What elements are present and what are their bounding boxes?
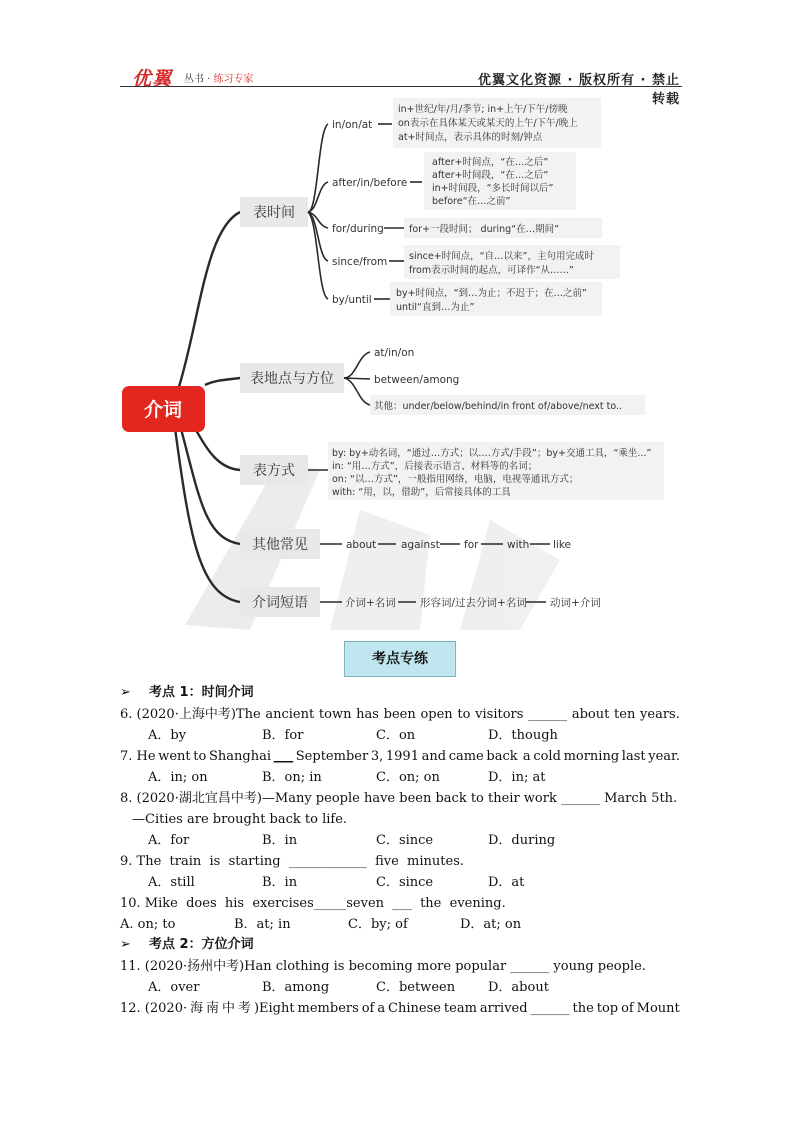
point1-heading <box>120 683 680 703</box>
arrow-icon: ➢ <box>120 937 131 952</box>
branch-label: 介词短语 <box>252 595 308 611</box>
svg-text:with: “用，以，借助”，后常接具体的工具: with: “用，以，借助”，后常接具体的工具 <box>332 487 511 498</box>
option: A．still <box>148 875 195 890</box>
svg-text:with: with <box>507 539 530 551</box>
option: D．at <box>488 875 525 890</box>
svg-text:before“在…之前”: before“在…之前” <box>432 196 511 207</box>
option: B．at; in <box>234 917 291 932</box>
svg-text:about: about <box>346 539 377 551</box>
option: A．in; on <box>148 770 208 785</box>
option: B．in <box>262 875 298 890</box>
svg-text:介词+名词: 介词+名词 <box>345 597 396 609</box>
place-connectors <box>344 352 370 405</box>
svg-text:between/among: between/among <box>374 374 460 386</box>
svg-text:like: like <box>553 539 572 551</box>
series-highlight: 练习专家 <box>213 74 254 85</box>
svg-text:for+一段时间； during“在…期间”: for+一段时间； during“在…期间” <box>409 224 560 235</box>
svg-text:动词+介词: 动词+介词 <box>550 597 601 609</box>
option: A．over <box>148 980 200 995</box>
svg-text:against: against <box>401 539 440 551</box>
svg-text:from表示时间的起点，可译作“从……”: from表示时间的起点，可译作“从……” <box>409 265 574 276</box>
question-9: 9. The train is starting ____________ five minutes. <box>120 854 465 869</box>
branch-label: 表时间 <box>253 205 295 221</box>
point2-heading <box>120 935 680 955</box>
svg-text:at/in/on: at/in/on <box>374 347 415 359</box>
branch-place <box>240 363 344 393</box>
sub-label: by/until <box>332 294 372 306</box>
option: A．for <box>148 833 190 848</box>
mind-map <box>0 90 800 630</box>
branch-manner <box>240 455 308 485</box>
svg-text:since+时间点，“自…以来”，主句用完成时: since+时间点，“自…以来”，主句用完成时 <box>409 251 594 262</box>
option: C．since <box>376 875 434 890</box>
arrow-icon: ➢ <box>120 685 131 700</box>
option: C．on; on <box>376 770 440 785</box>
svg-text:after+时间点，“在…之后”: after+时间点，“在…之后” <box>432 157 549 168</box>
svg-text:by+时间点，“到…为止；不迟于；在…之前”: by+时间点，“到…为止；不迟于；在…之前” <box>396 288 587 299</box>
branch-label: 其他常见 <box>252 537 308 553</box>
svg-text:形容词/过去分词+名词: 形容词/过去分词+名词 <box>420 597 527 609</box>
svg-text:on表示在具体某天或某天的上午/下午/晚上: on表示在具体某天或某天的上午/下午/晚上 <box>398 118 578 129</box>
question-11: 11. (2020·扬州中考)Han clothing is becoming more popular ______ young people. <box>120 959 646 974</box>
question-7: 7. He went to Shanghai ___ September 3, 1991 and came back a cold morning last year. <box>120 749 680 764</box>
time-sub-by-until <box>332 282 602 316</box>
branch-other <box>240 529 320 559</box>
svg-text:until“直到…为止”: until“直到…为止” <box>396 302 475 313</box>
brand-logo: 优翼 <box>132 68 173 90</box>
manner-notes <box>328 442 664 500</box>
copyright-notice: 优翼文化资源 · 版权所有 · 禁止转载 <box>478 73 680 107</box>
option: B．among <box>262 980 330 995</box>
option: D．during <box>488 833 556 848</box>
option: B．on; in <box>262 770 322 785</box>
point2-title: 考点 2：方位介词 <box>149 937 254 952</box>
svg-text:on: “以…方式”，一般指用网络，电脑，电视等通讯方式；: on: “以…方式”，一般指用网络，电脑，电视等通讯方式； <box>332 474 579 485</box>
option: D．though <box>488 728 558 743</box>
option: B．for <box>262 728 304 743</box>
svg-text:by: by+动名词，“通过…方式；以….方式/手段”；by: by: by+动名词，“通过…方式；以….方式/手段”；by+交通工具，“乘坐...” <box>332 448 652 459</box>
branch-label: 表地点与方位 <box>250 371 334 387</box>
option: C．since <box>376 833 434 848</box>
option: C．between <box>376 980 456 995</box>
branch-time <box>240 197 308 227</box>
question-8: 8. (2020·湖北宜昌中考)—Many people have been back to their work ______ March 5th. <box>120 791 678 806</box>
option: D．about <box>488 980 549 995</box>
sub-label: after/in/before <box>332 177 408 189</box>
root-node <box>122 386 205 432</box>
svg-text:in+时间段，“多长时间以后”: in+时间段，“多长时间以后” <box>432 183 554 194</box>
time-sub-in-on-at <box>332 98 601 148</box>
root-label: 介词 <box>143 399 183 421</box>
option: A．by <box>148 728 187 743</box>
option: C．by; of <box>348 917 408 932</box>
phrase-items <box>345 596 601 609</box>
section-title: 考点专练 <box>344 641 456 677</box>
svg-text:after+时间段，“在…之后”: after+时间段，“在…之后” <box>432 170 549 181</box>
sub-label: for/during <box>332 223 384 235</box>
svg-text:at+时间点，表示具体的时刻/钟点: at+时间点，表示具体的时刻/钟点 <box>398 132 543 143</box>
place-items <box>370 347 645 415</box>
header-rule <box>120 86 682 87</box>
time-sub-after-in-before <box>332 152 576 210</box>
time-sub-for-during <box>332 218 602 238</box>
series-label <box>184 70 254 85</box>
question-12: 12. (2020· 海 南 中 考 )Eight members of a Chinese team arrived ______ the top of Mount <box>120 1001 680 1016</box>
option: B．in <box>262 833 298 848</box>
svg-text:其他：under/below/behind/in front: 其他：under/below/behind/in front of/above/next to.. <box>374 401 623 412</box>
sub-label: since/from <box>332 256 388 268</box>
svg-text:in+世纪/年/月/季节; in+上午/下午/傍晚: in+世纪/年/月/季节; in+上午/下午/傍晚 <box>398 104 568 115</box>
sub-label: in/on/at <box>332 119 373 131</box>
option: A. on; to <box>120 917 176 932</box>
question-8-reply: —Cities are brought back to life. <box>132 812 348 827</box>
option: D．at; on <box>460 917 522 932</box>
question-10: 10. Mike does his exercises_____seven ___ the evening. <box>120 896 506 911</box>
svg-text:in: “用…方式”，后接表示语言、材料等的名词；: in: “用…方式”，后接表示语言、材料等的名词； <box>332 461 538 472</box>
branch-phrase <box>240 587 320 617</box>
question-6: 6. (2020·上海中考)The ancient town has been open to visitors ______ about ten years. <box>120 707 680 722</box>
time-sub-since-from <box>332 245 620 279</box>
series-text: 丛书 · <box>184 74 214 85</box>
option: D．in; at <box>488 770 546 785</box>
svg-text:for: for <box>464 539 479 551</box>
option: C．on <box>376 728 416 743</box>
point1-title: 考点 1：时间介词 <box>149 685 254 700</box>
branch-label: 表方式 <box>253 463 295 479</box>
